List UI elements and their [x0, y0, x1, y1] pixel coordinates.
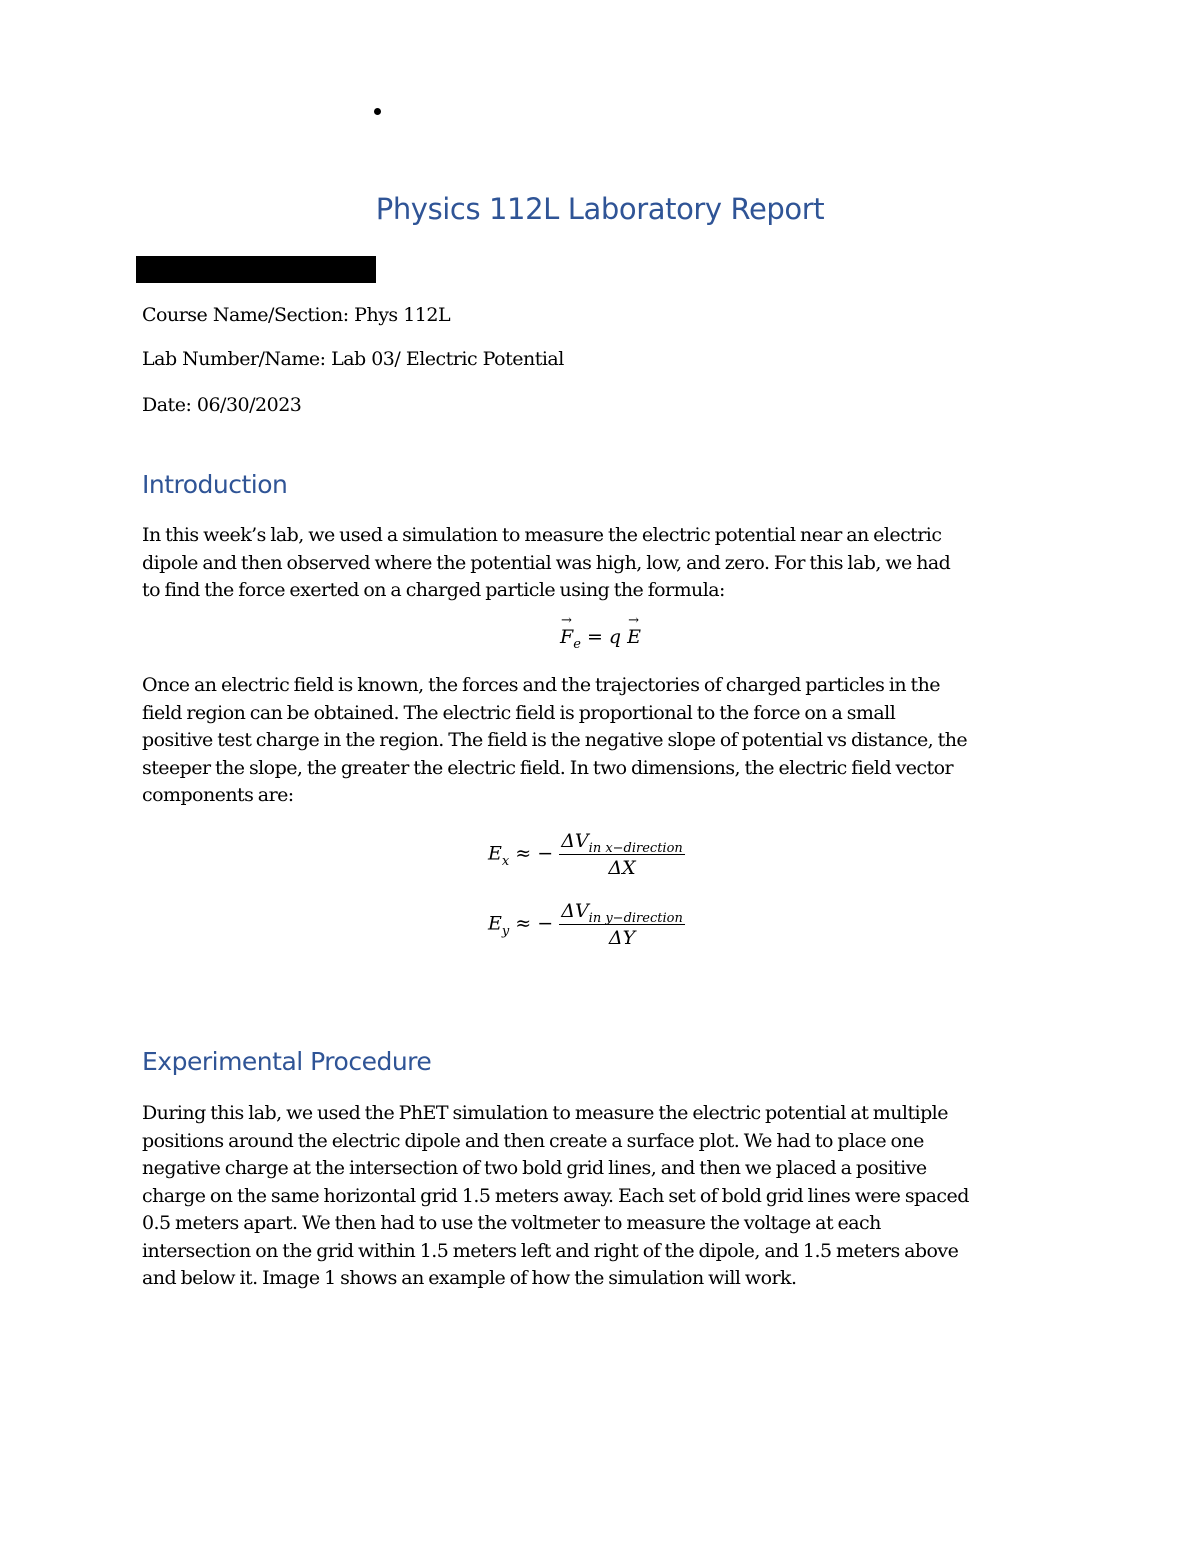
- ey-approx: ≈ −: [515, 912, 554, 935]
- ex-denominator: ΔX: [608, 857, 636, 879]
- text-line: positive test charge in the region. The field is the negative slope of potential vs distance, the: [142, 729, 968, 751]
- text-line: and below it. Image 1 shows an example of how the simulation will work.: [142, 1267, 797, 1289]
- ey-subscript: y: [501, 923, 510, 939]
- ex-symbol: E: [488, 842, 502, 865]
- text-line: to find the force exerted on a charged particle using the formula:: [142, 579, 725, 601]
- ex-subscript: x: [501, 853, 510, 869]
- force-symbol: → F: [560, 626, 573, 648]
- course-line: Course Name/Section: Phys 112L: [142, 304, 451, 326]
- text-line: In this week’s lab, we used a simulation to measure the electric potential near an electric: [142, 524, 942, 546]
- text-line: positions around the electric dipole and then create a surface plot. We had to place one: [142, 1129, 924, 1152]
- date-line: Date: 06/30/2023: [142, 394, 302, 416]
- text-line: Once an electric field is known, the forces and the trajectories of charged particles in the: [142, 674, 941, 696]
- intro-paragraph-2: [142, 672, 1072, 810]
- force-formula: [560, 626, 641, 652]
- ex-delta-v: ΔV: [561, 830, 589, 852]
- text-line: negative charge at the intersection of two bold grid lines, and then we placed a positive: [142, 1157, 927, 1179]
- ey-numerator-subscript: in y−direction: [588, 911, 683, 926]
- ey-delta-v: ΔV: [561, 900, 589, 922]
- ex-numerator-subscript: in x−direction: [588, 841, 683, 856]
- introduction-heading: Introduction: [142, 470, 288, 499]
- lab-line: Lab Number/Name: Lab 03/ Electric Potential: [142, 348, 564, 370]
- ex-approx: ≈ −: [515, 842, 554, 865]
- ey-denominator: ΔY: [608, 927, 636, 949]
- text-line: During this lab, we used the PhET simulation to measure the electric potential at multiple: [142, 1102, 948, 1124]
- text-line: 0.5 meters apart. We then had to use the voltmeter to measure the voltage at each: [142, 1212, 881, 1234]
- bullet-dot: [374, 108, 381, 115]
- text-line: dipole and then observed where the potential was high, low, and zero. For this lab, we had: [142, 551, 951, 574]
- procedure-heading: Experimental Procedure: [142, 1047, 432, 1076]
- ex-formula: [488, 830, 685, 879]
- ey-symbol: E: [488, 912, 502, 935]
- text-line: components are:: [142, 784, 294, 806]
- text-line: charge on the same horizontal grid 1.5 meters away. Each set of bold grid lines were spaced: [142, 1184, 969, 1207]
- text-line: intersection on the grid within 1.5 meters left and right of the dipole, and 1.5 meters above: [142, 1239, 959, 1262]
- ey-numerator: [559, 900, 685, 925]
- field-symbol: → E: [627, 626, 641, 648]
- ex-numerator: [559, 830, 685, 855]
- report-title: Physics 112L Laboratory Report: [375, 192, 825, 226]
- text-line: steeper the slope, the greater the electric field. In two dimensions, the electric field vector: [142, 756, 954, 779]
- procedure-paragraph: [142, 1100, 1072, 1293]
- intro-paragraph-1: [142, 522, 1072, 605]
- force-subscript: e: [573, 637, 581, 652]
- ex-fraction: [559, 830, 685, 879]
- text-line: field region can be obtained. The electric field is proportional to the force on a small: [142, 701, 896, 724]
- ey-formula: [488, 900, 685, 949]
- ey-fraction: [559, 900, 685, 949]
- redacted-name-block: [136, 256, 376, 283]
- formula-rhs: = q: [586, 626, 622, 648]
